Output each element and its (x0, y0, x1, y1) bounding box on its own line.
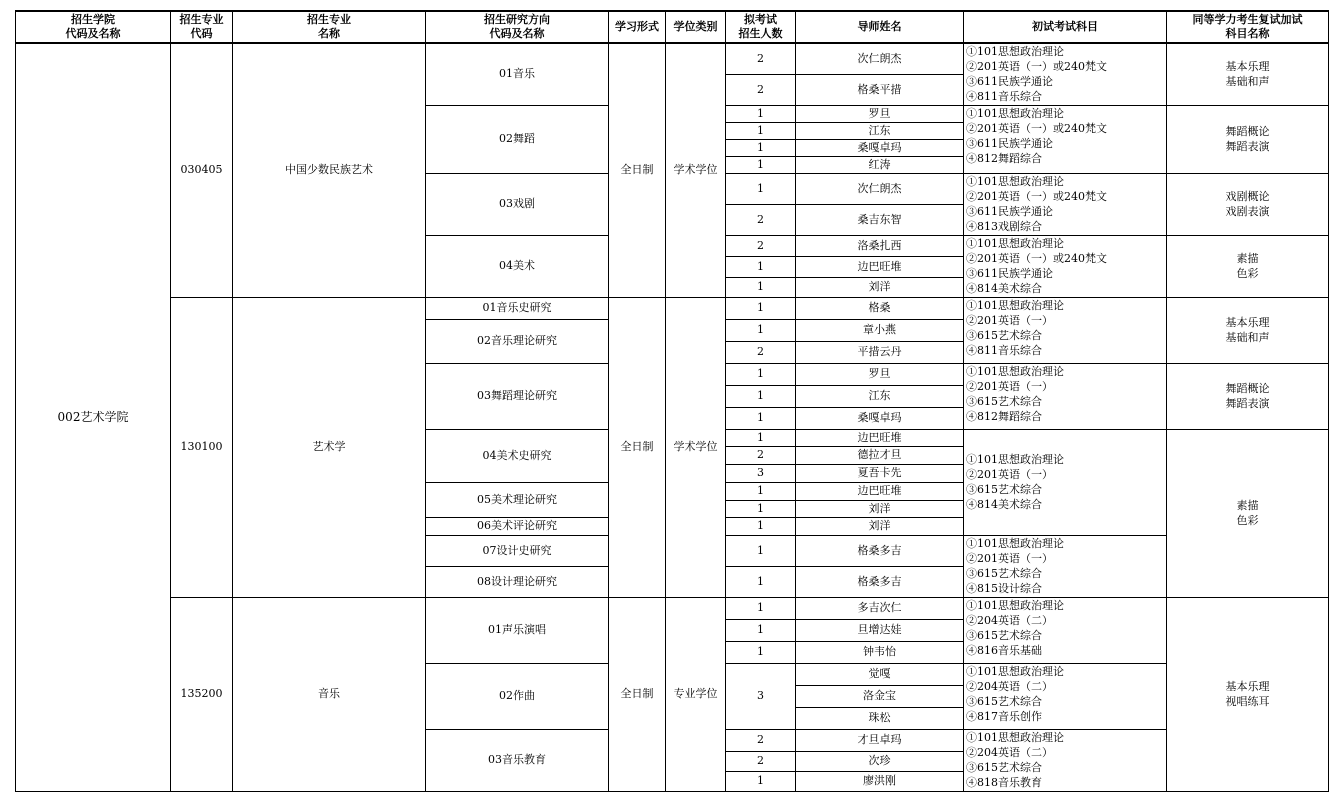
direction-cell: 06美术评论研究 (426, 517, 609, 535)
direction-cell: 02作曲 (426, 663, 609, 729)
enrollment-count-cell: 1 (726, 482, 796, 500)
enrollment-count-cell: 1 (726, 500, 796, 517)
header-row (16, 11, 1329, 43)
tutor-name-cell: 格桑平措 (796, 74, 964, 105)
enrollment-count-cell: 1 (726, 566, 796, 597)
tutor-name-cell: 红涛 (796, 156, 964, 173)
tutor-name-cell: 格桑多吉 (796, 535, 964, 566)
direction-cell: 02舞蹈 (426, 105, 609, 173)
tutor-name-cell: 桑嘎卓玛 (796, 407, 964, 429)
enrollment-count-cell: 1 (726, 139, 796, 156)
retest-subjects-cell: 素描 色彩 (1167, 429, 1329, 597)
enrollment-count-cell: 2 (726, 74, 796, 105)
table-row (16, 297, 1329, 319)
direction-cell: 03音乐教育 (426, 729, 609, 791)
enrollment-count-cell: 3 (726, 663, 796, 729)
enrollment-count-cell: 3 (726, 464, 796, 482)
tutor-name-cell: 罗旦 (796, 105, 964, 122)
exam-subjects-cell: ①101思想政治理论 ②204英语（二） ③615艺术综合 ④816音乐基础 (964, 597, 1167, 663)
major-name-cell: 中国少数民族艺术 (233, 43, 426, 297)
enrollment-count-cell: 1 (726, 619, 796, 641)
enrollment-count-cell: 1 (726, 122, 796, 139)
tutor-name-cell: 刘洋 (796, 277, 964, 297)
tutor-name-cell: 次仁朗杰 (796, 43, 964, 74)
major-name-cell: 艺术学 (233, 297, 426, 597)
tutor-name-cell: 江东 (796, 385, 964, 407)
header-retest-subjects: 同等学力考生复试加试 科目名称 (1167, 11, 1329, 43)
degree-type-cell: 学术学位 (666, 43, 726, 297)
tutor-name-cell: 边巴旺堆 (796, 482, 964, 500)
header-direction: 招生研究方向 代码及名称 (426, 11, 609, 43)
header-major-name: 招生专业 名称 (233, 11, 426, 43)
table-row (16, 597, 1329, 619)
retest-subjects-cell: 基本乐理 基础和声 (1167, 43, 1329, 105)
tutor-name-cell: 罗旦 (796, 363, 964, 385)
tutor-name-cell: 刘洋 (796, 517, 964, 535)
direction-cell: 03戏剧 (426, 173, 609, 235)
enrollment-count-cell: 1 (726, 297, 796, 319)
enrollment-count-cell: 1 (726, 535, 796, 566)
degree-type-cell: 学术学位 (666, 297, 726, 597)
header-major-code: 招生专业 代码 (171, 11, 233, 43)
header-college: 招生学院 代码及名称 (16, 11, 171, 43)
enrollment-count-cell: 1 (726, 156, 796, 173)
tutor-name-cell: 格桑 (796, 297, 964, 319)
exam-subjects-cell: ①101思想政治理论 ②201英语（一）或240梵文 ③611民族学通论 ④813戏剧综合 (964, 173, 1167, 235)
study-mode-cell: 全日制 (609, 597, 666, 791)
enrollment-count-cell: 2 (726, 43, 796, 74)
tutor-name-cell: 德拉才旦 (796, 446, 964, 464)
tutor-name-cell: 边巴旺堆 (796, 429, 964, 446)
retest-subjects-cell: 舞蹈概论 舞蹈表演 (1167, 363, 1329, 429)
enrollment-count-cell: 1 (726, 256, 796, 277)
tutor-name-cell: 格桑多吉 (796, 566, 964, 597)
exam-subjects-cell: ①101思想政治理论 ②201英语（一） ③615艺术综合 ④815设计综合 (964, 535, 1167, 597)
enrollment-count-cell: 1 (726, 641, 796, 663)
exam-subjects-cell: ①101思想政治理论 ②201英语（一）或240梵文 ③611民族学通论 ④812舞蹈综合 (964, 105, 1167, 173)
tutor-name-cell: 边巴旺堆 (796, 256, 964, 277)
study-mode-cell: 全日制 (609, 297, 666, 597)
tutor-name-cell: 夏吾卡先 (796, 464, 964, 482)
tutor-name-cell: 觉嘎 (796, 663, 964, 685)
enrollment-count-cell: 2 (726, 204, 796, 235)
enrollment-count-cell: 1 (726, 277, 796, 297)
enrollment-count-cell: 2 (726, 235, 796, 256)
header-degree-type: 学位类别 (666, 11, 726, 43)
tutor-name-cell: 旦增达娃 (796, 619, 964, 641)
direction-cell: 04美术史研究 (426, 429, 609, 482)
enrollment-count-cell: 1 (726, 173, 796, 204)
college-cell: 002艺术学院 (16, 43, 171, 791)
header-exam-subjects: 初试考试科目 (964, 11, 1167, 43)
direction-cell: 02音乐理论研究 (426, 319, 609, 363)
tutor-name-cell: 廖洪刚 (796, 771, 964, 791)
tutor-name-cell: 多吉次仁 (796, 597, 964, 619)
tutor-name-cell: 章小燕 (796, 319, 964, 341)
exam-subjects-cell: ①101思想政治理论 ②204英语（二） ③615艺术综合 ④818音乐教育 (964, 729, 1167, 791)
enrollment-count-cell: 1 (726, 771, 796, 791)
table-row (16, 43, 1329, 74)
tutor-name-cell: 次珍 (796, 751, 964, 771)
major-name-cell: 音乐 (233, 597, 426, 791)
enrollment-count-cell: 1 (726, 319, 796, 341)
tutor-name-cell: 桑嘎卓玛 (796, 139, 964, 156)
header-enrollment: 拟考试 招生人数 (726, 11, 796, 43)
retest-subjects-cell: 基本乐理 基础和声 (1167, 297, 1329, 363)
exam-subjects-cell: ①101思想政治理论 ②201英语（一） ③615艺术综合 ④814美术综合 (964, 429, 1167, 535)
header-study-mode: 学习形式 (609, 11, 666, 43)
tutor-name-cell: 才旦卓玛 (796, 729, 964, 751)
enrollment-count-cell: 1 (726, 363, 796, 385)
major-code-cell: 130100 (171, 297, 233, 597)
enrollment-count-cell: 2 (726, 751, 796, 771)
exam-subjects-cell: ①101思想政治理论 ②201英语（一）或240梵文 ③611民族学通论 ④811音乐综合 (964, 43, 1167, 105)
degree-type-cell: 专业学位 (666, 597, 726, 791)
retest-subjects-cell: 素描 色彩 (1167, 235, 1329, 297)
direction-cell: 07设计史研究 (426, 535, 609, 566)
major-code-cell: 030405 (171, 43, 233, 297)
exam-subjects-cell: ①101思想政治理论 ②201英语（一）或240梵文 ③611民族学通论 ④814美术综合 (964, 235, 1167, 297)
header-tutor: 导师姓名 (796, 11, 964, 43)
direction-cell: 04美术 (426, 235, 609, 297)
tutor-name-cell: 江东 (796, 122, 964, 139)
direction-cell: 05美术理论研究 (426, 482, 609, 517)
direction-cell: 03舞蹈理论研究 (426, 363, 609, 429)
study-mode-cell: 全日制 (609, 43, 666, 297)
direction-cell: 01音乐 (426, 43, 609, 105)
direction-cell: 01音乐史研究 (426, 297, 609, 319)
admission-table (15, 10, 1329, 792)
retest-subjects-cell: 戏剧概论 戏剧表演 (1167, 173, 1329, 235)
tutor-name-cell: 钟韦怡 (796, 641, 964, 663)
tutor-name-cell: 洛桑扎西 (796, 235, 964, 256)
admission-table-page (15, 10, 1328, 792)
direction-cell: 01声乐演唱 (426, 597, 609, 663)
major-code-cell: 135200 (171, 597, 233, 791)
tutor-name-cell: 桑吉东智 (796, 204, 964, 235)
retest-subjects-cell: 舞蹈概论 舞蹈表演 (1167, 105, 1329, 173)
enrollment-count-cell: 1 (726, 429, 796, 446)
enrollment-count-cell: 1 (726, 517, 796, 535)
tutor-name-cell: 平措云丹 (796, 341, 964, 363)
exam-subjects-cell: ①101思想政治理论 ②201英语（一） ③615艺术综合 ④812舞蹈综合 (964, 363, 1167, 429)
enrollment-count-cell: 1 (726, 597, 796, 619)
enrollment-count-cell: 1 (726, 407, 796, 429)
retest-subjects-cell: 基本乐理 视唱练耳 (1167, 597, 1329, 791)
enrollment-count-cell: 1 (726, 385, 796, 407)
enrollment-count-cell: 2 (726, 446, 796, 464)
enrollment-count-cell: 2 (726, 341, 796, 363)
tutor-name-cell: 珠松 (796, 707, 964, 729)
tutor-name-cell: 刘洋 (796, 500, 964, 517)
exam-subjects-cell: ①101思想政治理论 ②204英语（二） ③615艺术综合 ④817音乐创作 (964, 663, 1167, 729)
direction-cell: 08设计理论研究 (426, 566, 609, 597)
exam-subjects-cell: ①101思想政治理论 ②201英语（一） ③615艺术综合 ④811音乐综合 (964, 297, 1167, 363)
enrollment-count-cell: 1 (726, 105, 796, 122)
enrollment-count-cell: 2 (726, 729, 796, 751)
tutor-name-cell: 洛金宝 (796, 685, 964, 707)
tutor-name-cell: 次仁朗杰 (796, 173, 964, 204)
